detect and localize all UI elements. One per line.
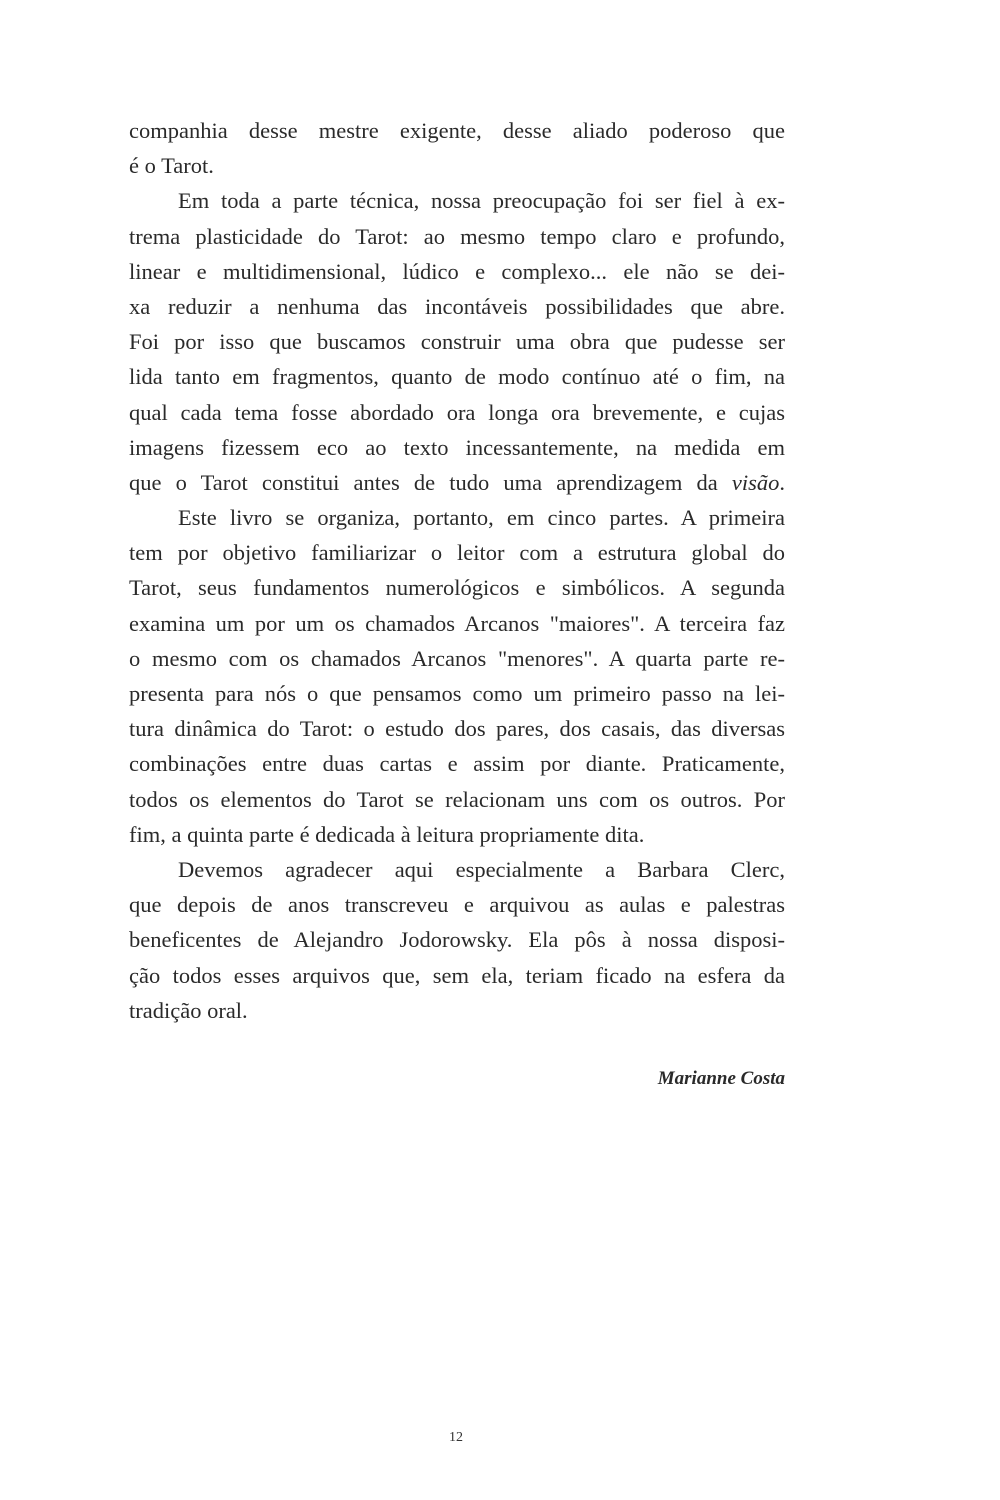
text-line: tradição oral.	[129, 997, 248, 1023]
text-line: Em toda a parte técnica, nossa preocupação foi ser fiel à ex-	[178, 188, 785, 214]
text-line: combinações entre duas cartas e assim por diante. Praticamente,	[129, 751, 785, 777]
text-line: examina um por um os chamados Arcanos "maiores". A terceira faz	[129, 610, 785, 636]
text-line: que depois de anos transcreveu e arquivou as aulas e palestras	[129, 892, 785, 918]
text-line: Foi por isso que buscamos construir uma obra que pudesse ser	[129, 329, 785, 355]
text-line	[129, 465, 785, 500]
paragraph	[129, 183, 785, 500]
page-number: 12	[449, 1430, 463, 1445]
text-line: linear e multidimensional, lúdico e complexo... ele não se dei-	[129, 258, 785, 284]
paragraph	[129, 852, 785, 1028]
text-line: ção todos esses arquivos que, sem ela, teriam ficado na esfera da	[129, 962, 785, 988]
text-line: tura dinâmica do Tarot: o estudo dos pares, dos casais, das diversas	[129, 716, 785, 742]
text-line: beneficentes de Alejandro Jodorowsky. Ela pôs à nossa disposi-	[129, 927, 785, 953]
text-line: imagens fizessem eco ao texto incessantemente, na medida em	[129, 434, 785, 460]
text-line: trema plasticidade do Tarot: ao mesmo tempo claro e profundo,	[129, 223, 785, 249]
text-line-content: que o Tarot constitui antes de tudo uma aprendizagem da	[129, 469, 718, 495]
text-line: companhia desse mestre exigente, desse aliado poderoso que	[129, 118, 785, 143]
text-line: é o Tarot.	[129, 153, 214, 179]
text-line: o mesmo com os chamados Arcanos "menores". A quarta parte re-	[129, 645, 785, 671]
text-line: todos os elementos do Tarot se relacionam uns com os outros. Por	[129, 786, 785, 812]
text-line: fim, a quinta parte é dedicada à leitura propriamente dita.	[129, 821, 645, 847]
author-signature: Marianne Costa	[657, 1068, 785, 1089]
paragraph	[129, 500, 785, 852]
text-line: Tarot, seus fundamentos numerológicos e simbólicos. A segunda	[129, 575, 785, 601]
text-line: qual cada tema fosse abordado ora longa ora brevemente, e cujas	[129, 399, 785, 425]
emphasis-word: visão	[731, 469, 780, 495]
paragraph	[129, 113, 785, 183]
text-line: Este livro se organiza, portanto, em cinco partes. A primeira	[178, 505, 785, 531]
punctuation: .	[779, 469, 786, 495]
text-line: tem por objetivo familiarizar o leitor com a estrutura global do	[129, 540, 785, 566]
text-line: xa reduzir a nenhuma das incontáveis possibilidades que abre.	[129, 293, 785, 319]
text-line: presenta para nós o que pensamos como um primeiro passo na lei-	[129, 681, 785, 706]
body-text	[129, 113, 785, 1028]
text-line: lida tanto em fragmentos, quanto de modo contínuo até o fim, na	[129, 364, 785, 390]
text-line: Devemos agradecer aqui especialmente a Barbara Clerc,	[178, 856, 785, 882]
